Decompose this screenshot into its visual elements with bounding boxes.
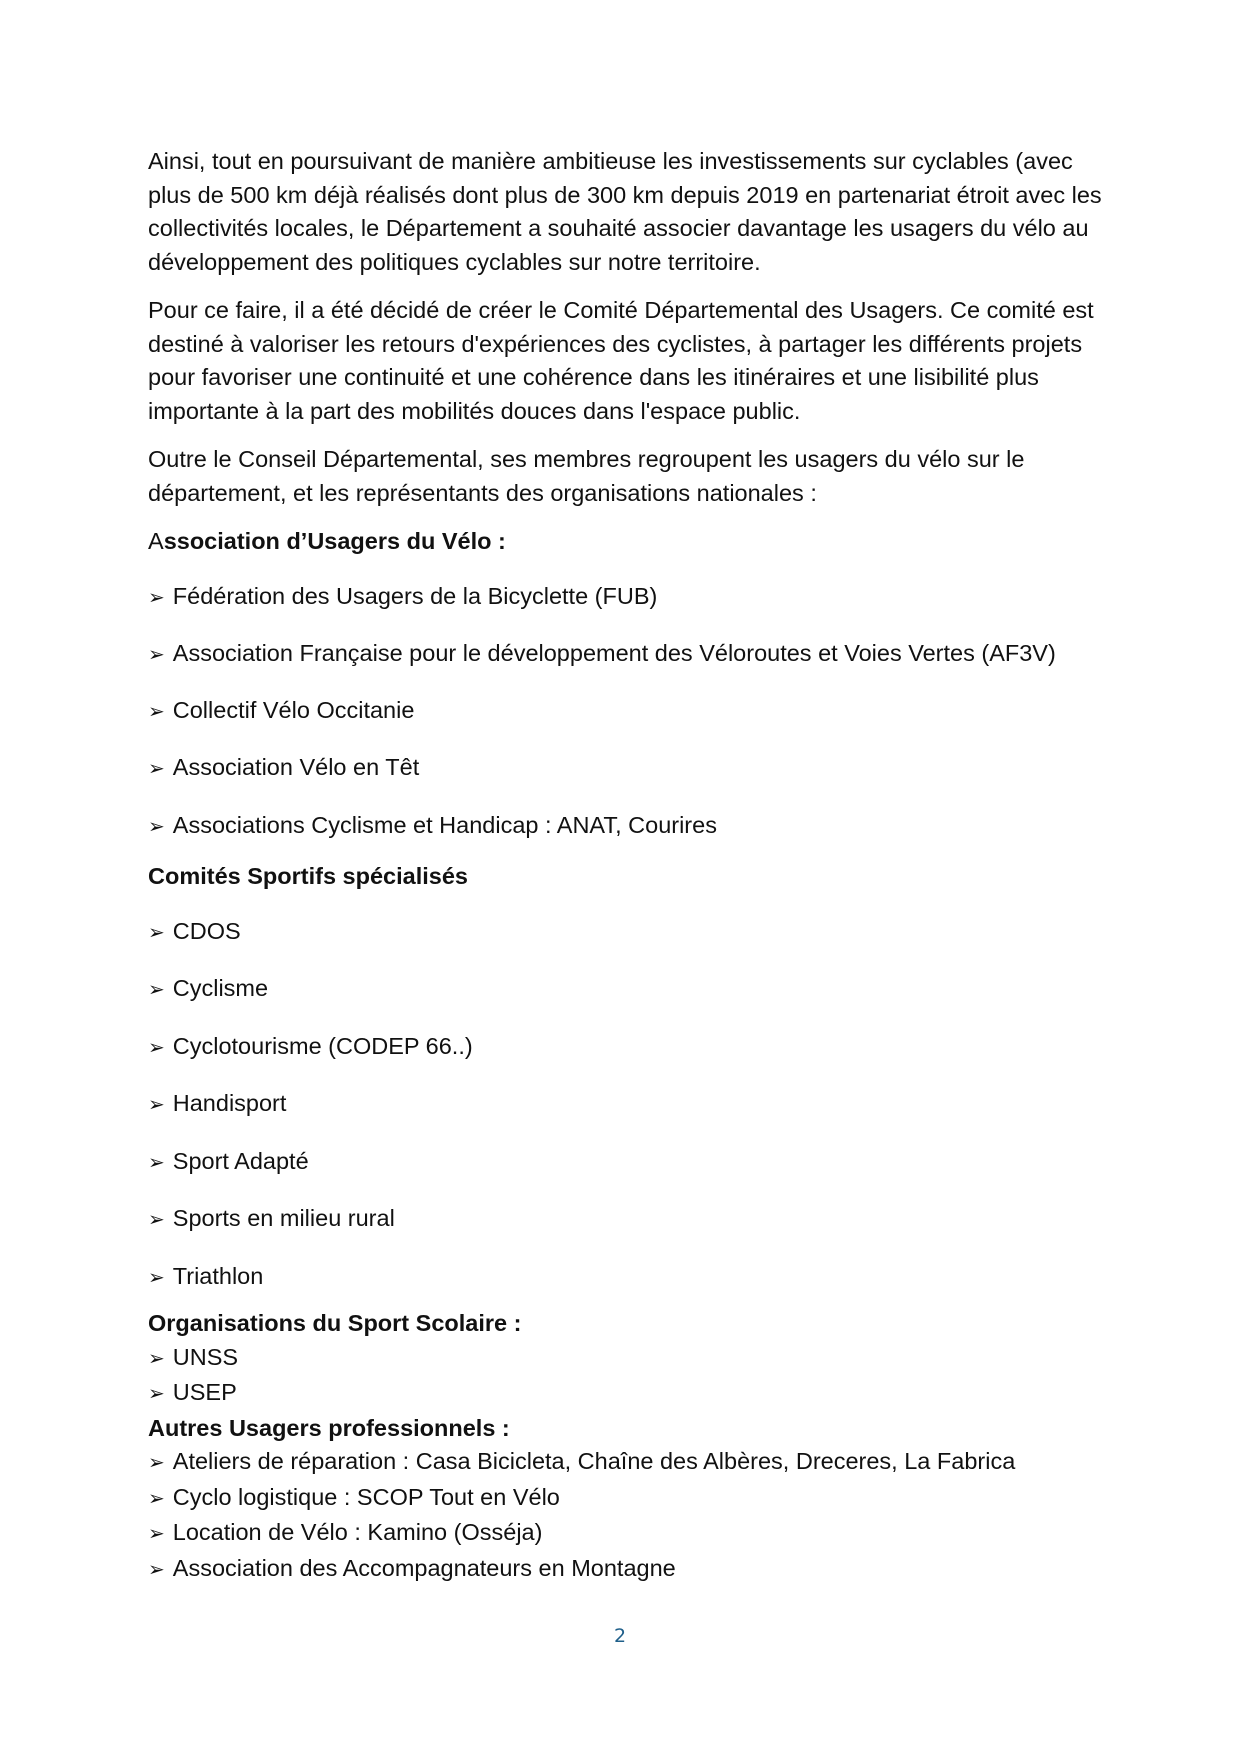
arrow-bullet-icon: ➢ (148, 1383, 165, 1405)
list-item: ➢ USEP (148, 1376, 1108, 1412)
section-heading: Organisations du Sport Scolaire : (148, 1310, 522, 1336)
arrow-bullet-icon: ➢ (148, 1523, 165, 1545)
arrow-bullet-icon: ➢ (148, 1036, 165, 1059)
arrow-bullet-icon: ➢ (148, 1151, 165, 1174)
section-heading: Comités Sportifs spécialisés (148, 863, 468, 889)
section-professional-users (148, 1412, 1108, 1588)
committee-paragraph: Pour ce faire, il a été décidé de créer le Comité Départemental des Usagers. Ce comité est destiné à valoriser les retours d'expériences des cyclistes, à partager les différents projets pour favoriser une continuité et une cohérence dans les itinéraires et une lisibilité plus importante à la part des mobilités douces dans l'espace public. (148, 297, 1094, 424)
arrow-bullet-icon: ➢ (148, 700, 165, 723)
section-cyclist-associations (148, 525, 1108, 844)
list-item: ➢ Association Française pour le développement des Véloroutes et Voies Vertes (AF3V) (148, 637, 1108, 673)
list-item: ➢ Fédération des Usagers de la Bicyclette (FUB) (148, 580, 1108, 616)
list-item: ➢ Associations Cyclisme et Handicap : ANAT, Courires (148, 809, 1108, 845)
list-item: ➢ Cyclotourisme (CODEP 66..) (148, 1030, 1108, 1066)
list-item: ➢ CDOS (148, 915, 1108, 951)
list-item: ➢ Sports en milieu rural (148, 1202, 1108, 1238)
arrow-bullet-icon: ➢ (148, 1558, 165, 1581)
members-paragraph: Outre le Conseil Départemental, ses membres regroupent les usagers du vélo sur le département, et les représentants des organisations nationales : (148, 446, 1025, 506)
document-page (148, 145, 1108, 1587)
arrow-bullet-icon: ➢ (148, 758, 165, 780)
list-item: ➢ Collectif Vélo Occitanie (148, 694, 1108, 730)
section-heading: Association d’Usagers du Vélo : (148, 528, 506, 554)
arrow-bullet-icon: ➢ (148, 1209, 165, 1231)
list-item: ➢ Location de Vélo : Kamino (Osséja) (148, 1516, 1108, 1552)
list-item: ➢ Triathlon (148, 1260, 1108, 1296)
arrow-bullet-icon: ➢ (148, 1347, 165, 1370)
list-item: ➢ Cyclo logistique : SCOP Tout en Vélo (148, 1481, 1108, 1517)
section-heading: Autres Usagers professionnels : (148, 1414, 510, 1441)
intro-paragraph: Ainsi, tout en poursuivant de manière ambitieuse les investissements sur cyclables (avec plus de 500 km déjà réalisés dont plus de 300 km depuis 2019 en partenariat étroit avec les collectivités locales, le Département a souhaité associer davantage les usagers du vélo au développement des politiques cyclables sur notre territoire. (148, 148, 1102, 275)
arrow-bullet-icon: ➢ (148, 1266, 165, 1289)
arrow-bullet-icon: ➢ (148, 979, 165, 1001)
list-item: ➢ UNSS (148, 1341, 1108, 1377)
list-item: ➢ Association Vélo en Têt (148, 751, 1108, 787)
list-item: ➢ Ateliers de réparation : Casa Bicicleta, Chaîne des Albères, Dreceres, La Fabrica (148, 1445, 1108, 1481)
arrow-bullet-icon: ➢ (148, 815, 165, 838)
section-school-sport (148, 1307, 1108, 1412)
page-number: 2 (613, 1625, 627, 1647)
list-item: ➢ Handisport (148, 1087, 1108, 1123)
arrow-bullet-icon: ➢ (148, 644, 165, 666)
list-item: ➢ Sport Adapté (148, 1145, 1108, 1181)
section-sport-committees (148, 860, 1108, 1295)
arrow-bullet-icon: ➢ (148, 586, 165, 609)
arrow-bullet-icon: ➢ (148, 1487, 165, 1510)
arrow-bullet-icon: ➢ (148, 1452, 165, 1474)
arrow-bullet-icon: ➢ (148, 921, 165, 944)
arrow-bullet-icon: ➢ (148, 1094, 165, 1116)
list-item: ➢ Cyclisme (148, 972, 1108, 1008)
list-item: ➢ Association des Accompagnateurs en Montagne (148, 1552, 1108, 1588)
